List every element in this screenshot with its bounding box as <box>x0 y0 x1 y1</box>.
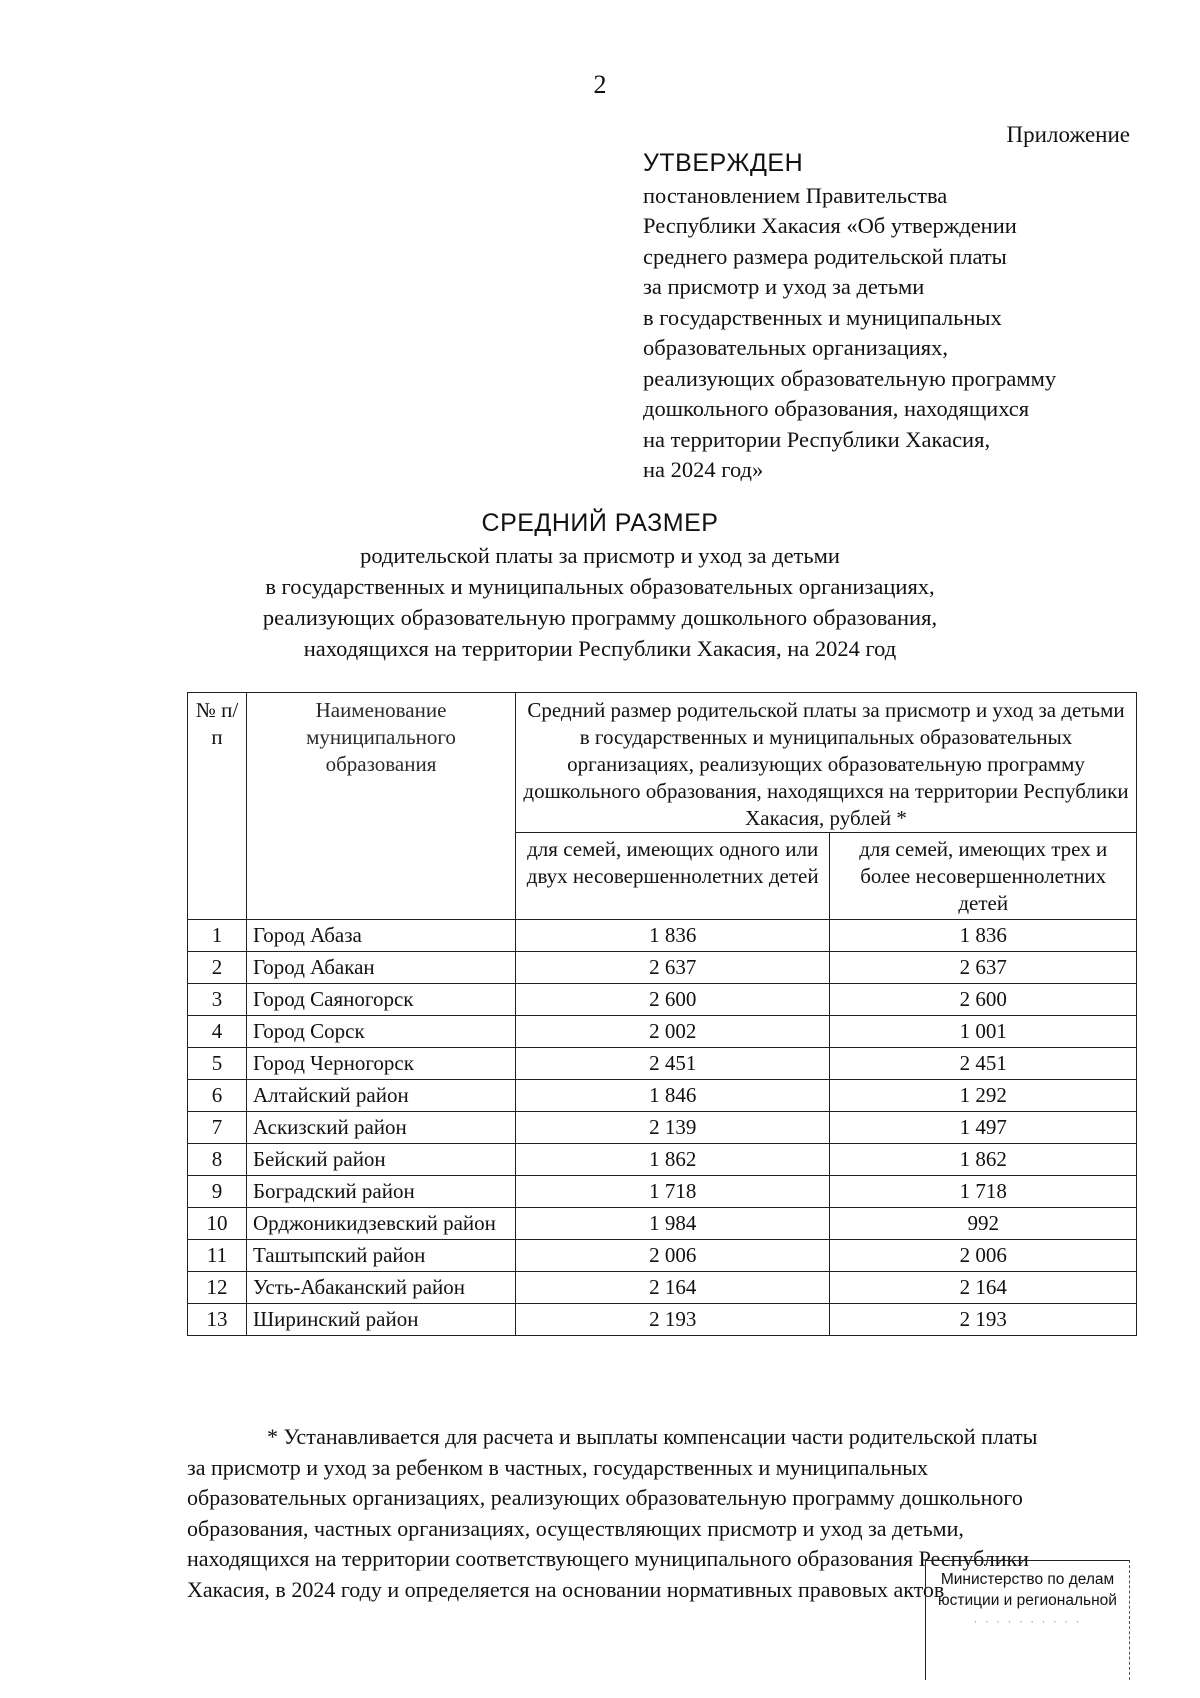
approval-line: дошкольного образования, находящихся <box>643 396 1030 421</box>
table-row <box>188 1112 1137 1144</box>
row-number: 13 <box>188 1304 247 1336</box>
row-fee-three-plus: 992 <box>830 1208 1137 1240</box>
row-municipality: Орджоникидзевский район <box>247 1208 516 1240</box>
table-body <box>188 920 1137 1336</box>
title-line: находящихся на территории Республики Хакасия, на 2024 год <box>303 636 897 661</box>
header-municipality: Наименование муниципального образования <box>247 693 516 920</box>
footnote-line: находящихся на территории соответствующего муниципального образования Республики <box>187 1546 1029 1571</box>
approval-line: за присмотр и уход за детьми <box>643 274 925 299</box>
table-row <box>188 1304 1137 1336</box>
row-number: 12 <box>188 1272 247 1304</box>
row-fee-three-plus: 1 836 <box>830 920 1137 952</box>
footnote-line: Хакасия, в 2024 году и определяется на основании нормативных правовых актов <box>187 1576 945 1602</box>
row-fee-three-plus: 1 718 <box>830 1176 1137 1208</box>
title-line: родительской платы за присмотр и уход за детьми <box>360 543 840 568</box>
table-row <box>188 1208 1137 1240</box>
row-number: 1 <box>188 920 247 952</box>
approval-line: образовательных организациях, <box>643 335 948 360</box>
row-number: 7 <box>188 1112 247 1144</box>
row-municipality: Город Абакан <box>247 952 516 984</box>
table-row <box>188 1048 1137 1080</box>
header-one-two-children: для семей, имеющих одного или двух несовершеннолетних детей <box>516 833 830 920</box>
row-fee-one-two: 2 637 <box>516 952 830 984</box>
row-fee-three-plus: 2 164 <box>830 1272 1137 1304</box>
row-fee-three-plus: 1 001 <box>830 1016 1137 1048</box>
title-line: реализующих образовательную программу дошкольного образования, <box>262 605 938 630</box>
header-fee-group: Средний размер родительской платы за присмотр и уход за детьми в государственных и муниципальных образовательных организациях, реализующих образовательную программу дошкольного образования, находящихся на территории Республики Хакасия, рублей * <box>516 693 1137 833</box>
row-fee-one-two: 2 139 <box>516 1112 830 1144</box>
header-number: № п/п <box>188 693 247 920</box>
footnote-line: * Устанавливается для расчета и выплаты компенсации части родительской платы <box>267 1424 1038 1449</box>
row-fee-one-two: 2 164 <box>516 1272 830 1304</box>
footnote-line: образовательных организациях, реализующих образовательную программу дошкольного <box>187 1485 1023 1510</box>
row-fee-one-two: 2 002 <box>516 1016 830 1048</box>
row-fee-one-two: 1 984 <box>516 1208 830 1240</box>
row-fee-three-plus: 2 451 <box>830 1048 1137 1080</box>
table-row <box>188 1240 1137 1272</box>
row-fee-three-plus: 2 600 <box>830 984 1137 1016</box>
row-fee-one-two: 2 451 <box>516 1048 830 1080</box>
registration-stamp <box>925 1560 1130 1680</box>
row-fee-one-two: 1 862 <box>516 1144 830 1176</box>
row-number: 6 <box>188 1080 247 1112</box>
row-municipality: Усть-Абаканский район <box>247 1272 516 1304</box>
table-row <box>188 1272 1137 1304</box>
approval-line: среднего размера родительской платы <box>643 243 1007 269</box>
footnote-line: за присмотр и уход за ребенком в частных, государственных и муниципальных <box>187 1454 929 1480</box>
stamp-line: юстиции и региональной <box>938 1592 1117 1609</box>
table-row <box>188 1080 1137 1112</box>
row-fee-three-plus: 1 497 <box>830 1112 1137 1144</box>
table-row <box>188 920 1137 952</box>
row-fee-one-two: 2 193 <box>516 1304 830 1336</box>
approval-line: на территории Республики Хакасия, <box>643 426 991 452</box>
appendix-label: Приложение <box>1006 122 1130 147</box>
table-row <box>188 1016 1137 1048</box>
page-number: 2 <box>593 70 607 99</box>
row-fee-one-two: 1 718 <box>516 1176 830 1208</box>
approval-line: реализующих образовательную программу <box>643 365 1057 391</box>
row-municipality: Алтайский район <box>247 1080 516 1112</box>
title-line: в государственных и муниципальных образовательных организациях, <box>265 574 935 599</box>
row-municipality: Город Черногорск <box>247 1048 516 1080</box>
fee-table <box>187 692 1137 1336</box>
row-fee-three-plus: 1 862 <box>830 1144 1137 1176</box>
approval-block <box>643 148 1153 486</box>
row-municipality: Бейский район <box>247 1144 516 1176</box>
row-fee-three-plus: 2 193 <box>830 1304 1137 1336</box>
approval-line: постановлением Правительства <box>643 182 948 208</box>
row-number: 4 <box>188 1016 247 1048</box>
table-row <box>188 984 1137 1016</box>
row-municipality: Аскизский район <box>247 1112 516 1144</box>
row-municipality: Город Саяногорск <box>247 984 516 1016</box>
approval-line: на 2024 год» <box>643 457 764 482</box>
row-number: 2 <box>188 952 247 984</box>
stamp-faded-line: · · · · · · · · · · <box>973 1614 1082 1628</box>
stamp-line: Министерство по делам <box>940 1571 1115 1588</box>
approval-line: в государственных и муниципальных <box>643 304 1002 330</box>
row-fee-one-two: 1 836 <box>516 920 830 952</box>
footnote-line: образования, частных организациях, осуществляющих присмотр и уход за детьми, <box>187 1515 964 1541</box>
document-title <box>0 508 1200 664</box>
row-municipality: Таштыпский район <box>247 1240 516 1272</box>
row-fee-one-two: 2 600 <box>516 984 830 1016</box>
row-number: 3 <box>188 984 247 1016</box>
row-number: 8 <box>188 1144 247 1176</box>
row-municipality: Город Сорск <box>247 1016 516 1048</box>
row-municipality: Боградский район <box>247 1176 516 1208</box>
approved-heading: УТВЕРЖДЕН <box>643 149 804 177</box>
approval-line: Республики Хакасия «Об утверждении <box>643 213 1017 238</box>
row-number: 11 <box>188 1240 247 1272</box>
row-number: 5 <box>188 1048 247 1080</box>
row-fee-three-plus: 2 006 <box>830 1240 1137 1272</box>
row-municipality: Город Абаза <box>247 920 516 952</box>
row-municipality: Ширинский район <box>247 1304 516 1336</box>
row-fee-three-plus: 1 292 <box>830 1080 1137 1112</box>
row-number: 9 <box>188 1176 247 1208</box>
row-fee-one-two: 2 006 <box>516 1240 830 1272</box>
table-row <box>188 952 1137 984</box>
title-main: СРЕДНИЙ РАЗМЕР <box>481 509 719 537</box>
row-fee-one-two: 1 846 <box>516 1080 830 1112</box>
row-fee-three-plus: 2 637 <box>830 952 1137 984</box>
table-row <box>188 1144 1137 1176</box>
table-row <box>188 1176 1137 1208</box>
header-three-plus-children: для семей, имеющих трех и более несовершеннолетних детей <box>830 833 1137 920</box>
row-number: 10 <box>188 1208 247 1240</box>
